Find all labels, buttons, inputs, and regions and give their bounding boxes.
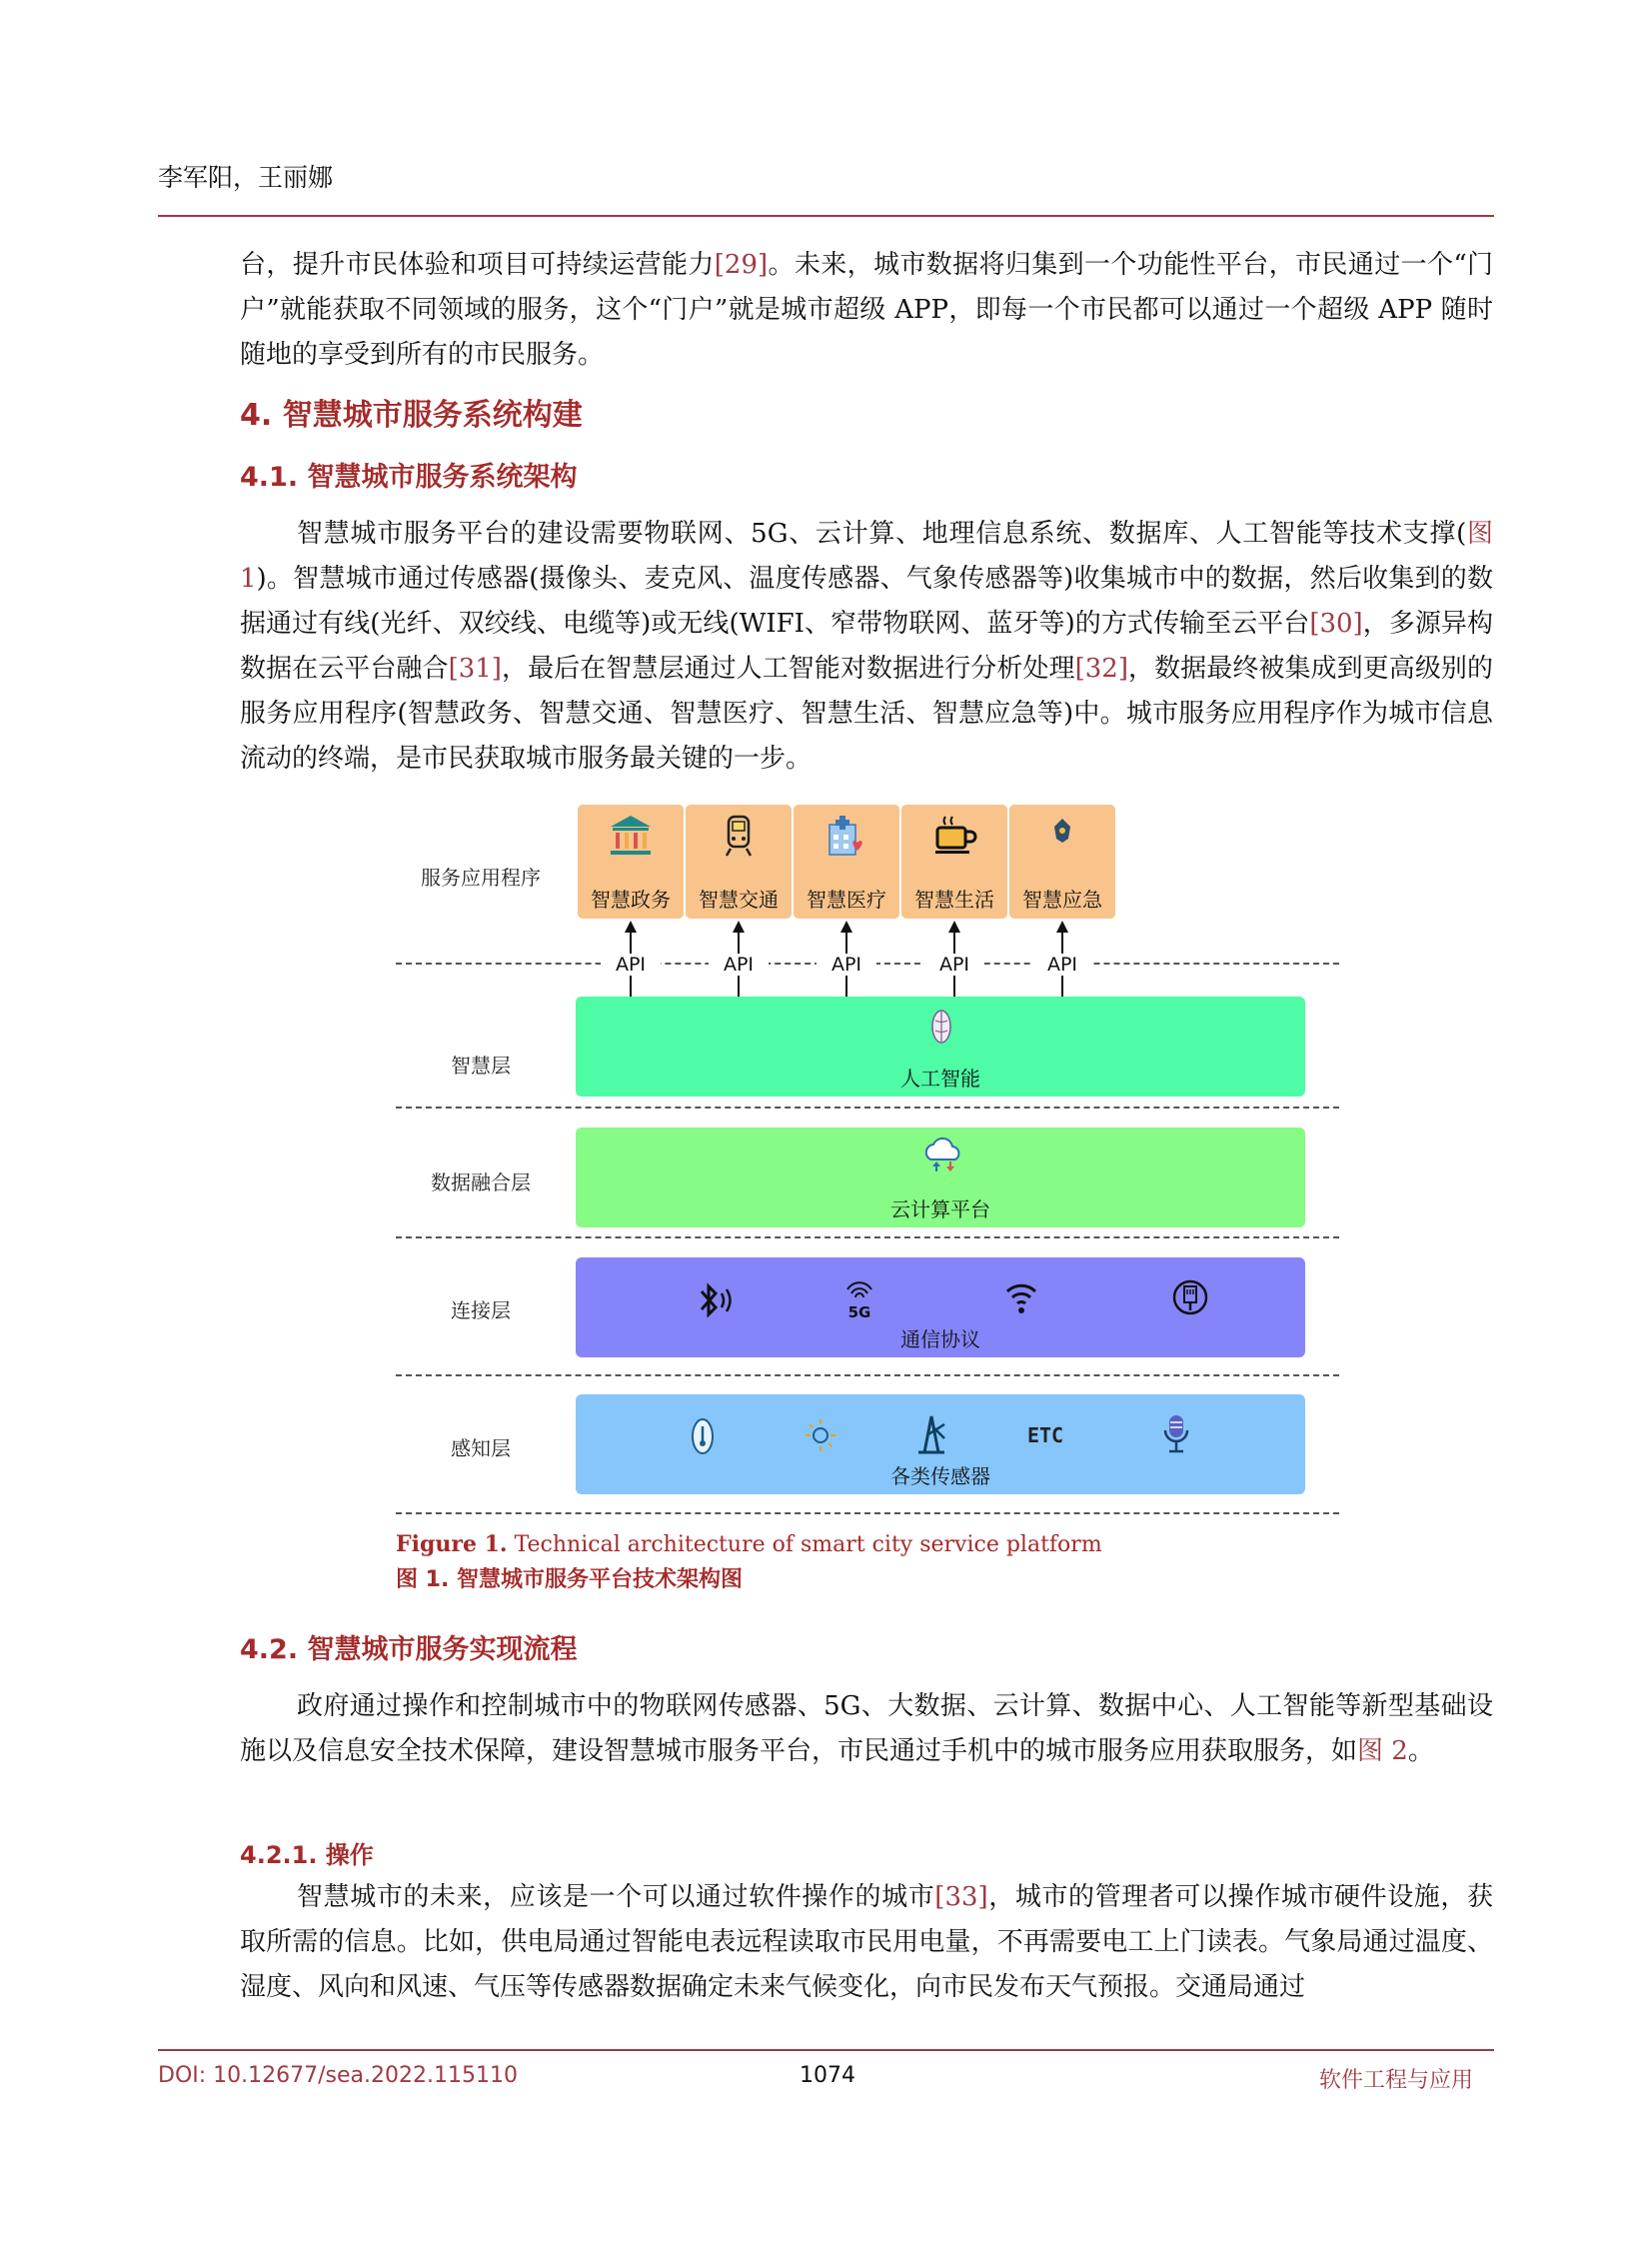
connect-layer-band [576, 1257, 1305, 1357]
arrow-head [1056, 921, 1068, 933]
figure-1-caption-en [396, 1531, 1102, 1557]
app-box-life [901, 805, 1007, 919]
etc-icon [1025, 1414, 1065, 1454]
s421-text-b: ，城市的管理者可以操作城市硬件设施，获取所需的信息。比如，供电局通过智能电表远程读取市民用电量，不再需要电工上门读表。气象局通过温度、湿度、风向和风速、气压等传感器数据确定未来气候变化，向市民发布天气预报。交通局通过 [240, 1882, 1493, 2002]
section-4-2-heading: 4.2. 智慧城市服务实现流程 [240, 1634, 578, 1665]
etc-text: ETC [1026, 1423, 1064, 1447]
connect-layer-label: 通信协议 [900, 1327, 980, 1351]
layer-divider [396, 1107, 1339, 1109]
thermometer-icon [688, 1416, 718, 1456]
figure-2-link[interactable]: 图 2 [1357, 1736, 1408, 1766]
government-building-icon [608, 813, 654, 859]
caption-en-text: Technical architecture of smart city service platform [507, 1532, 1102, 1557]
citation-30[interactable]: [30] [1309, 609, 1363, 639]
arrow-head [625, 921, 637, 933]
brain-icon [930, 1009, 952, 1045]
intro-paragraph [240, 243, 1493, 378]
app-label: 智慧医疗 [807, 888, 886, 912]
layer-label-sense: 感知层 [451, 1436, 511, 1460]
section-4-2-paragraph [240, 1684, 1493, 1774]
api-label: API [1032, 954, 1092, 976]
layer-divider [396, 1374, 1339, 1376]
sun-sensor-icon [804, 1416, 837, 1454]
app-label: 智慧政务 [591, 888, 671, 912]
smart-layer-label: 人工智能 [900, 1067, 980, 1091]
arrow-head [840, 921, 852, 933]
microphone-icon [1159, 1412, 1193, 1456]
figure-1-architecture-diagram [396, 805, 1339, 1524]
layer-label-fusion: 数据融合层 [431, 1170, 531, 1194]
running-header-authors: 李军阳，王丽娜 [158, 163, 334, 192]
wifi-icon [1003, 1277, 1039, 1317]
weather-station-icon [914, 1412, 948, 1456]
api-label: API [601, 954, 661, 976]
layer-label-smart: 智慧层 [451, 1054, 511, 1078]
app-label: 智慧交通 [699, 888, 779, 912]
app-label: 智慧生活 [914, 888, 994, 912]
arrow-head [948, 921, 960, 933]
layer-label-apps: 服务应用程序 [421, 866, 541, 890]
api-label: API [924, 954, 984, 976]
app-box-medical [794, 805, 899, 919]
s41-text-e: ，数据最终被集成到更高级别的服务应用程序(智慧政务、智慧交通、智慧医疗、智慧生活、智慧应急等)中。城市服务应用程序作为城市信息流动的终端，是市民获取城市服务最关键的一步。 [240, 654, 1493, 774]
app-box-transport [686, 805, 792, 919]
s42-text-b: 。 [1407, 1736, 1434, 1766]
coffee-cup-icon [931, 813, 977, 859]
s41-text-c: ，多源异构数据在云平台融合 [240, 609, 1493, 684]
citation-33[interactable]: [33] [934, 1882, 988, 1912]
citation-31[interactable]: [31] [448, 654, 502, 684]
api-label: API [817, 954, 876, 976]
section-4-2-1-paragraph [240, 1875, 1493, 2010]
section-4-1-paragraph [240, 512, 1493, 782]
app-box-government [578, 805, 684, 919]
5g-icon [841, 1275, 877, 1321]
section-4-heading: 4. 智慧城市服务系统构建 [240, 398, 583, 433]
s41-text-a: 智慧城市服务平台的建设需要物联网、5G、云计算、地理信息系统、数据库、人工智能等技术支撑( [297, 519, 1467, 549]
footer-doi-link[interactable]: DOI: 10.12677/sea.2022.115110 [158, 2063, 518, 2088]
sense-layer-label: 各类传感器 [890, 1464, 990, 1488]
app-label: 智慧应急 [1022, 888, 1102, 912]
layer-label-connect: 连接层 [451, 1298, 511, 1322]
figure-1-link[interactable]: 图 1 [240, 519, 1493, 594]
layer-divider [396, 1236, 1339, 1238]
police-badge-icon [1039, 813, 1085, 859]
footer-rule [158, 2049, 1494, 2051]
hospital-icon [824, 813, 869, 859]
sense-layer-band [576, 1394, 1305, 1494]
app-box-emergency [1009, 805, 1115, 919]
s421-text-a: 智慧城市的未来，应该是一个可以通过软件操作的城市 [297, 1882, 935, 1912]
section-4-1-heading: 4.1. 智慧城市服务系统架构 [240, 462, 578, 493]
ethernet-icon [1171, 1277, 1209, 1317]
header-rule [158, 215, 1494, 217]
api-label: API [709, 954, 769, 976]
citation-29[interactable]: [29] [714, 250, 769, 280]
section-4-2-1-heading: 4.2.1. 操作 [240, 1841, 374, 1869]
s41-text-b: )。智慧城市通过传感器(摄像头、麦克风、温度传感器、气象传感器等)收集城市中的数据，然后收集到的数据通过有线(光纤、双绞线、电缆等)或无线(WIFI、窄带物联网、蓝牙等)的方式传输至云平台 [240, 564, 1493, 639]
bluetooth-icon [694, 1281, 740, 1319]
footer-journal-name: 软件工程与应用 [1319, 2068, 1474, 2093]
train-icon [716, 813, 762, 859]
smart-layer-band [576, 997, 1305, 1097]
layer-divider [396, 1512, 1339, 1514]
intro-text-b: 。未来，城市数据将归集到一个功能性平台，市民通过一个“门户”就能获取不同领域的服务，这个“门户”就是城市超级 APP，即每一个市民都可以通过一个超级 APP 随时随地的享受到所有的市民服务。 [240, 250, 1493, 370]
s42-text-a: 政府通过操作和控制城市中的物联网传感器、5G、大数据、云计算、数据中心、人工智能等新型基础设施以及信息安全技术保障，建设智慧城市服务平台，市民通过手机中的城市服务应用获取服务，如 [240, 1691, 1493, 1766]
cloud-computing-icon [920, 1135, 966, 1173]
5g-text: 5G [847, 1303, 871, 1321]
caption-en-label: Figure 1. [396, 1531, 508, 1557]
citation-32[interactable]: [32] [1074, 654, 1128, 684]
footer-page-number: 1074 [800, 2063, 855, 2088]
fusion-layer-label: 云计算平台 [890, 1197, 990, 1221]
arrow-head [733, 921, 745, 933]
intro-text-a: 台，提升市民体验和项目可持续运营能力 [240, 250, 715, 280]
s41-text-d: ，最后在智慧层通过人工智能对数据进行分析处理 [501, 654, 1075, 684]
fusion-layer-band [576, 1127, 1305, 1227]
figure-1-caption-zh: 图 1. 智慧城市服务平台技术架构图 [396, 1567, 743, 1592]
